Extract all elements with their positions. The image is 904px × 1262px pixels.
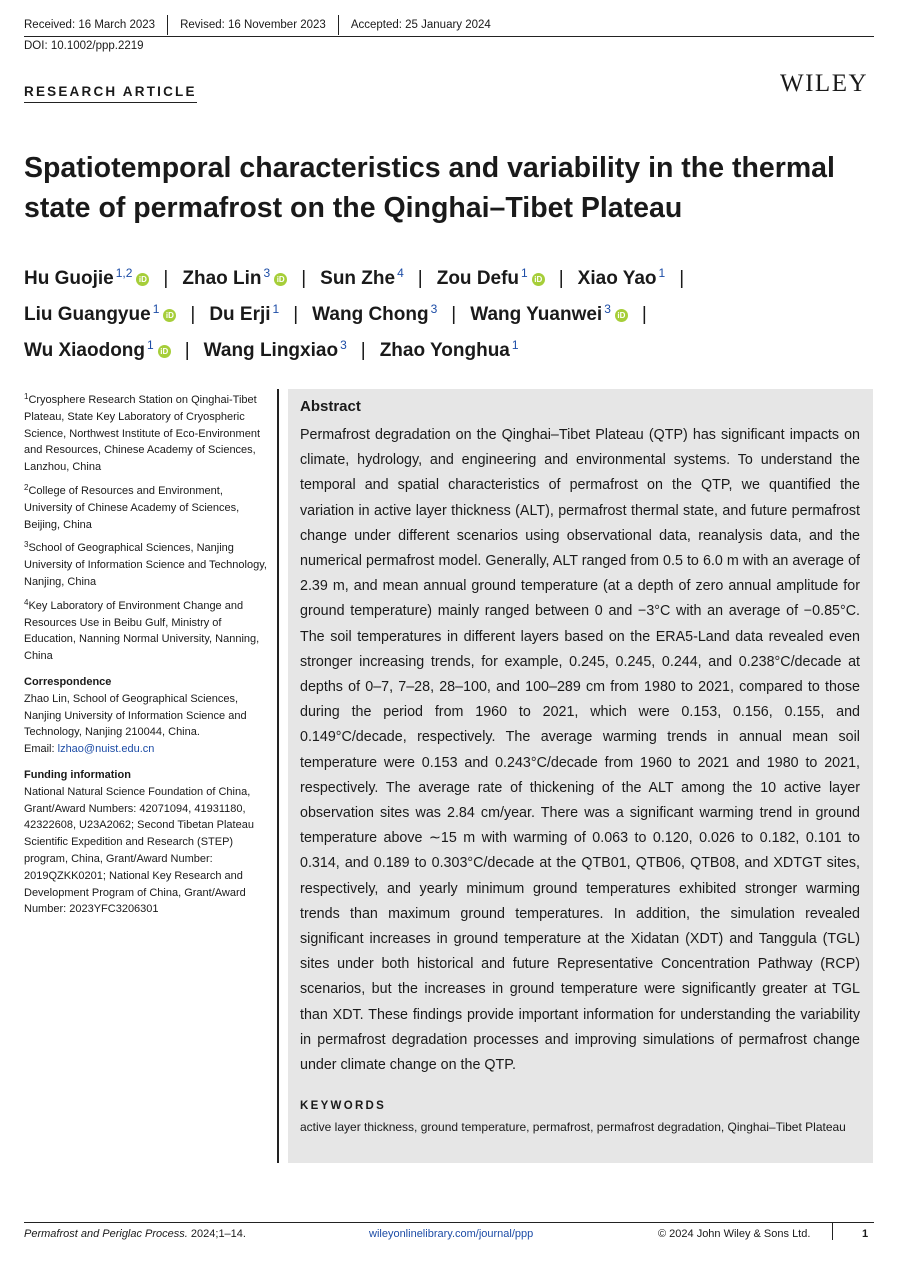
affiliation-marker[interactable]: 1 bbox=[147, 338, 154, 352]
author-name-text: Zou Defu bbox=[436, 268, 520, 289]
orcid-icon[interactable]: iD bbox=[274, 273, 287, 286]
affiliation-text: College of Resources and Environment, University of Chinese Academy of Sciences, Beijing, China bbox=[24, 484, 240, 531]
affiliation-text: Key Laboratory of Environment Change and Resources Use in Beibu Gulf, Ministry of Education, Nanning Normal University, Nanning, China bbox=[24, 599, 260, 663]
affiliation-number: 1 bbox=[24, 392, 29, 401]
author-line bbox=[24, 330, 874, 366]
publication-dates bbox=[24, 14, 503, 36]
orcid-icon[interactable]: iD bbox=[158, 345, 171, 358]
author-line bbox=[24, 294, 874, 330]
affiliation-marker[interactable]: 1 bbox=[521, 266, 528, 280]
email-link[interactable]: lzhao@nuist.edu.cn bbox=[57, 743, 155, 756]
author-name-text: Wu Xiaodong bbox=[24, 340, 146, 361]
abstract-heading: Abstract bbox=[300, 398, 361, 415]
orcid-icon[interactable]: iD bbox=[532, 273, 545, 286]
author-name-text: Du Erji bbox=[209, 304, 271, 325]
publisher-logo: WILEY bbox=[780, 70, 869, 97]
orcid-icon[interactable]: iD bbox=[136, 273, 149, 286]
author-name-text: Xiao Yao bbox=[577, 268, 657, 289]
author-name[interactable] bbox=[24, 258, 149, 294]
accepted-date: Accepted: 25 January 2024 bbox=[350, 19, 491, 31]
author-name-text: Zhao Lin bbox=[182, 268, 262, 289]
journal-name: Permafrost and Periglac Process. bbox=[24, 1228, 188, 1240]
author-name[interactable] bbox=[312, 294, 437, 330]
author-name[interactable] bbox=[204, 330, 347, 366]
affiliation-text: School of Geographical Sciences, Nanjing University of Information Science and Technology, Nanjing, China bbox=[24, 542, 267, 588]
email-label: Email: bbox=[24, 743, 58, 756]
affiliation-marker[interactable]: 3 bbox=[430, 302, 438, 316]
author-name-text: Hu Guojie bbox=[24, 268, 114, 289]
author-name[interactable] bbox=[578, 258, 666, 294]
affiliation-text: Cryosphere Research Station on Qinghai-Tibet Plateau, State Key Laboratory of Cryospheric Science, Northwest Institute of Eco-Environment and Resources, Chinese Academy of Sciences, Lanzhou, China bbox=[24, 394, 260, 474]
affiliation-item bbox=[24, 480, 272, 533]
author-name[interactable] bbox=[24, 294, 176, 330]
header-divider bbox=[24, 36, 874, 37]
author-name-text: Liu Guangyue bbox=[24, 304, 151, 325]
affiliation-marker[interactable]: 3 bbox=[263, 266, 271, 280]
orcid-icon[interactable]: iD bbox=[615, 309, 628, 322]
author-separator: | bbox=[641, 304, 647, 325]
keywords-text: active layer thickness, ground temperature, permafrost, permafrost degradation, Qinghai–Tibet Plateau bbox=[300, 1120, 846, 1134]
affiliation-marker[interactable]: 1 bbox=[658, 266, 666, 280]
author-name[interactable] bbox=[320, 258, 404, 294]
correspondence-heading: Correspondence bbox=[24, 675, 112, 688]
affiliation-marker[interactable]: 1 bbox=[152, 302, 160, 316]
funding-text: National Natural Science Foundation of China, Grant/Award Numbers: 42071094, 41931180, 42322608, U23A2062; Second Tibetan Plateau Scientific Expedition and Research (STEP) program, China, Grant/Award Number: 2019QZKK0201; National Key Research and Development Program of China, Grant/Award Number: 2023YFC3206301 bbox=[24, 785, 254, 916]
author-separator: | bbox=[190, 304, 196, 325]
author-name[interactable] bbox=[470, 294, 628, 330]
funding-heading: Funding information bbox=[24, 768, 131, 781]
correspondence-text bbox=[24, 691, 272, 758]
affiliation-number: 3 bbox=[24, 540, 29, 550]
author-separator: | bbox=[301, 268, 307, 289]
affiliation-marker[interactable]: 1 bbox=[511, 338, 519, 352]
journal-url-link[interactable]: wileyonlinelibrary.com/journal/ppp bbox=[369, 1228, 534, 1240]
author-name-text: Sun Zhe bbox=[320, 268, 396, 289]
author-line bbox=[24, 258, 874, 294]
author-separator: | bbox=[558, 268, 564, 289]
revised-date: Revised: 16 November 2023 bbox=[168, 15, 339, 35]
author-separator: | bbox=[163, 268, 169, 289]
abstract-text: Permafrost degradation on the Qinghai–Tibet Plateau (QTP) has significant impacts on climate, hydrology, and engineering and environmental systems. To understand the temporal and spatial characteristics of permafrost on the QTP, we quantified the variation in active layer thickness (ALT), permafrost thermal state, and future permafrost change under different scenarios using observational data, reanalysis data, and the numerical permafrost model. Generally, ALT ranged from 0.5 to 6.0 m with an average of 2.39 m, and mean annual ground temperature (at a depth of zero annual amplitude for ground temperature) mainly ranged between 0 and −3°C with an average of −0.85°C. The soil temperatures in different layers based on the ERA5-Land data revealed even stronger increasing trends, for example, 0.245, 0.245, 0.244, and 0.238°C/decade at depths of 0–7, 7–28, 28–100, and 100–289 cm from 1980 to 2021, compared to those during the period from 1960 to 2021, which were 0.153, 0.156, 0.155, and 0.149°C/decade, respectively. The average warming trends in annual mean soil temperature were 0.153 and 0.243°C/decade from 1960 to 2021 and 1980 to 2021, respectively. The average rate of thickening of the ALT among the 10 active layer observation sites was 2.84 cm/year. There was a significant warming trend in ground temperature above ∼15 m with warming of 0.063 to 0.120, 0.026 to 0.182, 0.101 to 0.314, and 0.189 to 0.303°C/decade at the QTB01, QTB06, QTB08, and XDTGT sites, respectively, and yearly minimum ground temperatures exhibited stronger warming trends than maximum ground temperatures. In addition, the simulation revealed significant increases in ground temperature at the Xidatan (XDT) and Tanggula (TGL) sites under both historical and future Representative Concentration Pathway (RCP) scenarios, but the increases in ground temperature were significantly greater at TGL than XDT. These findings provide important information for understanding the variability in permafrost degradation processes and improving simulations of permafrost change under climate change on the QTP. bbox=[300, 427, 860, 1074]
correspondence-address: Zhao Lin, School of Geographical Sciences, Nanjing University of Information Science and Technology, Nanjing 210044, China. bbox=[24, 692, 247, 739]
journal-year-pages: 2024;1–14. bbox=[187, 1228, 246, 1240]
copyright-notice: © 2024 John Wiley & Sons Ltd. bbox=[658, 1228, 811, 1240]
author-name[interactable] bbox=[182, 258, 287, 294]
affiliation-item bbox=[24, 595, 272, 665]
column-divider bbox=[277, 389, 279, 1163]
author-name-text: Wang Chong bbox=[312, 304, 429, 325]
affiliations bbox=[24, 389, 272, 665]
side-column bbox=[24, 389, 272, 918]
author-name-text: Wang Lingxiao bbox=[203, 340, 339, 361]
page-number: 1 bbox=[862, 1228, 869, 1240]
affiliation-number: 4 bbox=[24, 597, 29, 607]
journal-citation bbox=[24, 1228, 246, 1240]
orcid-icon[interactable]: iD bbox=[163, 309, 176, 322]
author-name[interactable] bbox=[209, 294, 279, 330]
author-name-text: Zhao Yonghua bbox=[379, 340, 510, 361]
author-name-text: Wang Yuanwei bbox=[470, 304, 603, 325]
author-list bbox=[24, 258, 874, 366]
affiliation-item bbox=[24, 389, 272, 476]
article-type-label: RESEARCH ARTICLE bbox=[24, 84, 197, 103]
received-date: Received: 16 March 2023 bbox=[24, 15, 168, 35]
author-separator: | bbox=[417, 268, 423, 289]
author-separator: | bbox=[184, 340, 190, 361]
affiliation-item bbox=[24, 537, 272, 590]
affiliation-marker[interactable]: 4 bbox=[397, 266, 404, 280]
keywords-heading: KEYWORDS bbox=[300, 1100, 387, 1112]
author-separator: | bbox=[451, 304, 457, 325]
author-name[interactable] bbox=[380, 330, 519, 366]
author-separator: | bbox=[360, 340, 366, 361]
footer-divider bbox=[24, 1222, 874, 1223]
affiliation-marker[interactable]: 1,2 bbox=[115, 266, 133, 280]
affiliation-number: 2 bbox=[24, 482, 29, 492]
author-separator: | bbox=[679, 268, 685, 289]
affiliation-marker[interactable]: 3 bbox=[340, 338, 347, 352]
author-name[interactable] bbox=[437, 258, 545, 294]
affiliation-marker[interactable]: 1 bbox=[272, 302, 280, 316]
page-number-divider bbox=[832, 1222, 833, 1240]
paper-title: Spatiotemporal characteristics and variability in the thermal state of permafrost on the Qinghai–Tibet Plateau bbox=[24, 152, 835, 224]
author-separator: | bbox=[293, 304, 299, 325]
doi[interactable]: DOI: 10.1002/ppp.2219 bbox=[24, 40, 144, 52]
author-name[interactable] bbox=[24, 330, 171, 366]
affiliation-marker[interactable]: 3 bbox=[604, 302, 611, 316]
